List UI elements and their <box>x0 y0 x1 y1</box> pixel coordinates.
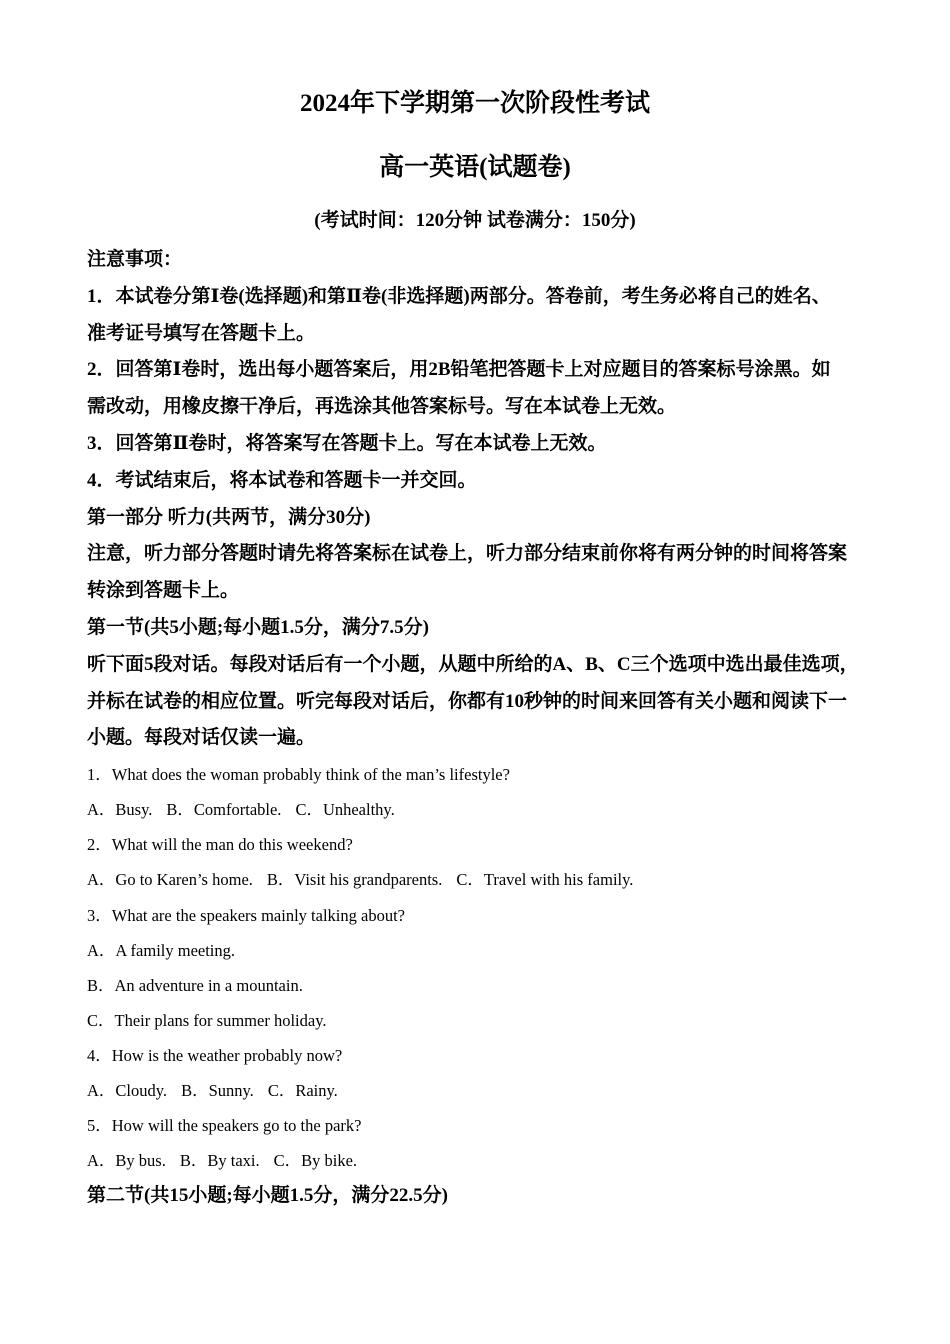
section1-heading: 第一节(共5小题;每小题1.5分，满分7.5分) <box>87 616 429 638</box>
question-2-options <box>87 862 877 897</box>
part1-heading: 第一部分 听力(共两节，满分30分) <box>87 506 371 528</box>
q3-option-a: A．A family meeting. <box>87 940 236 960</box>
notice-item-1-line-1: 1．本试卷分第Ⅰ卷(选择题)和第Ⅱ卷(非选择题)两部分。答卷前，考生务必将自己的姓名、 <box>87 285 831 307</box>
question-5: 5．How will the speakers go to the park? <box>87 1116 362 1136</box>
section1-instructions-line-1: 听下面5段对话。每段对话后有一个小题，从题中所给的A、B、C三个选项中选出最佳选项， <box>87 653 859 675</box>
exam-info: (考试时间：120分钟 试卷满分：150分) <box>314 210 636 231</box>
q1-option-b: B．Comfortable. <box>166 800 282 820</box>
notice-heading: 注意事项： <box>87 249 183 270</box>
q3-option-b: B．An adventure in a mountain. <box>87 975 303 995</box>
q4-option-a: A．Cloudy. <box>87 1081 168 1100</box>
exam-subtitle: 高一英语(试题卷) <box>379 154 571 181</box>
q1-option-a: A．Busy. <box>87 800 153 820</box>
q4-option-c: C．Rainy. <box>267 1081 338 1100</box>
exam-title: 2024年下学期第一次阶段性考试 <box>299 90 650 117</box>
q5-option-c: C．By bike. <box>273 1151 358 1171</box>
question-1: 1．What does the woman probably think of the man’s lifestyle? <box>87 765 510 785</box>
q5-option-a: A．By bus. <box>87 1151 166 1171</box>
notice-item-4: 4．考试结束后，将本试卷和答题卡一并交回。 <box>87 469 477 491</box>
question-3: 3．What are the speakers mainly talking about? <box>87 905 405 925</box>
exam-content <box>87 242 877 1215</box>
part1-note-line-1: 注意，听力部分答题时请先将答案标在试卷上，听力部分结束前你将有两分钟的时间将答案 <box>87 543 848 565</box>
q2-option-a: A．Go to Karen’s home. <box>87 870 253 890</box>
section1-instructions-line-3: 小题。每段对话仅读一遍。 <box>87 727 316 749</box>
notice-item-1-line-2: 准考证号填写在答题卡上。 <box>87 322 316 344</box>
notice-item-2-line-2: 需改动，用橡皮擦干净后，再选涂其他答案标号。写在本试卷上无效。 <box>87 396 677 418</box>
q1-option-c: C．Unhealthy. <box>295 800 395 820</box>
q4-option-b: B．Sunny. <box>181 1081 254 1100</box>
q2-option-c: C．Travel with his family. <box>456 870 634 890</box>
question-4: 4．How is the weather probably now? <box>87 1045 343 1065</box>
question-2: 2．What will the man do this weekend? <box>87 835 353 855</box>
q3-option-c: C．Their plans for summer holiday. <box>87 1010 327 1030</box>
part1-note-line-2: 转涂到答题卡上。 <box>87 580 240 602</box>
question-5-options <box>87 1143 877 1178</box>
section1-instructions-line-2: 并标在试卷的相应位置。听完每段对话后，你都有10秒钟的时间来回答有关小题和阅读下一 <box>87 690 848 712</box>
notice-item-3: 3．回答第Ⅱ卷时，将答案写在答题卡上。写在本试卷上无效。 <box>87 432 607 454</box>
question-4-options <box>87 1073 877 1108</box>
question-1-options <box>87 792 877 827</box>
q5-option-b: B．By taxi. <box>179 1151 260 1171</box>
q2-option-b: B．Visit his grandparents. <box>266 870 443 890</box>
notice-item-2-line-1: 2．回答第Ⅰ卷时，选出每小题答案后，用2B铅笔把答题卡上对应题目的答案标号涂黑。如 <box>87 359 831 381</box>
section2-heading: 第二节(共15小题;每小题1.5分，满分22.5分) <box>87 1185 448 1207</box>
